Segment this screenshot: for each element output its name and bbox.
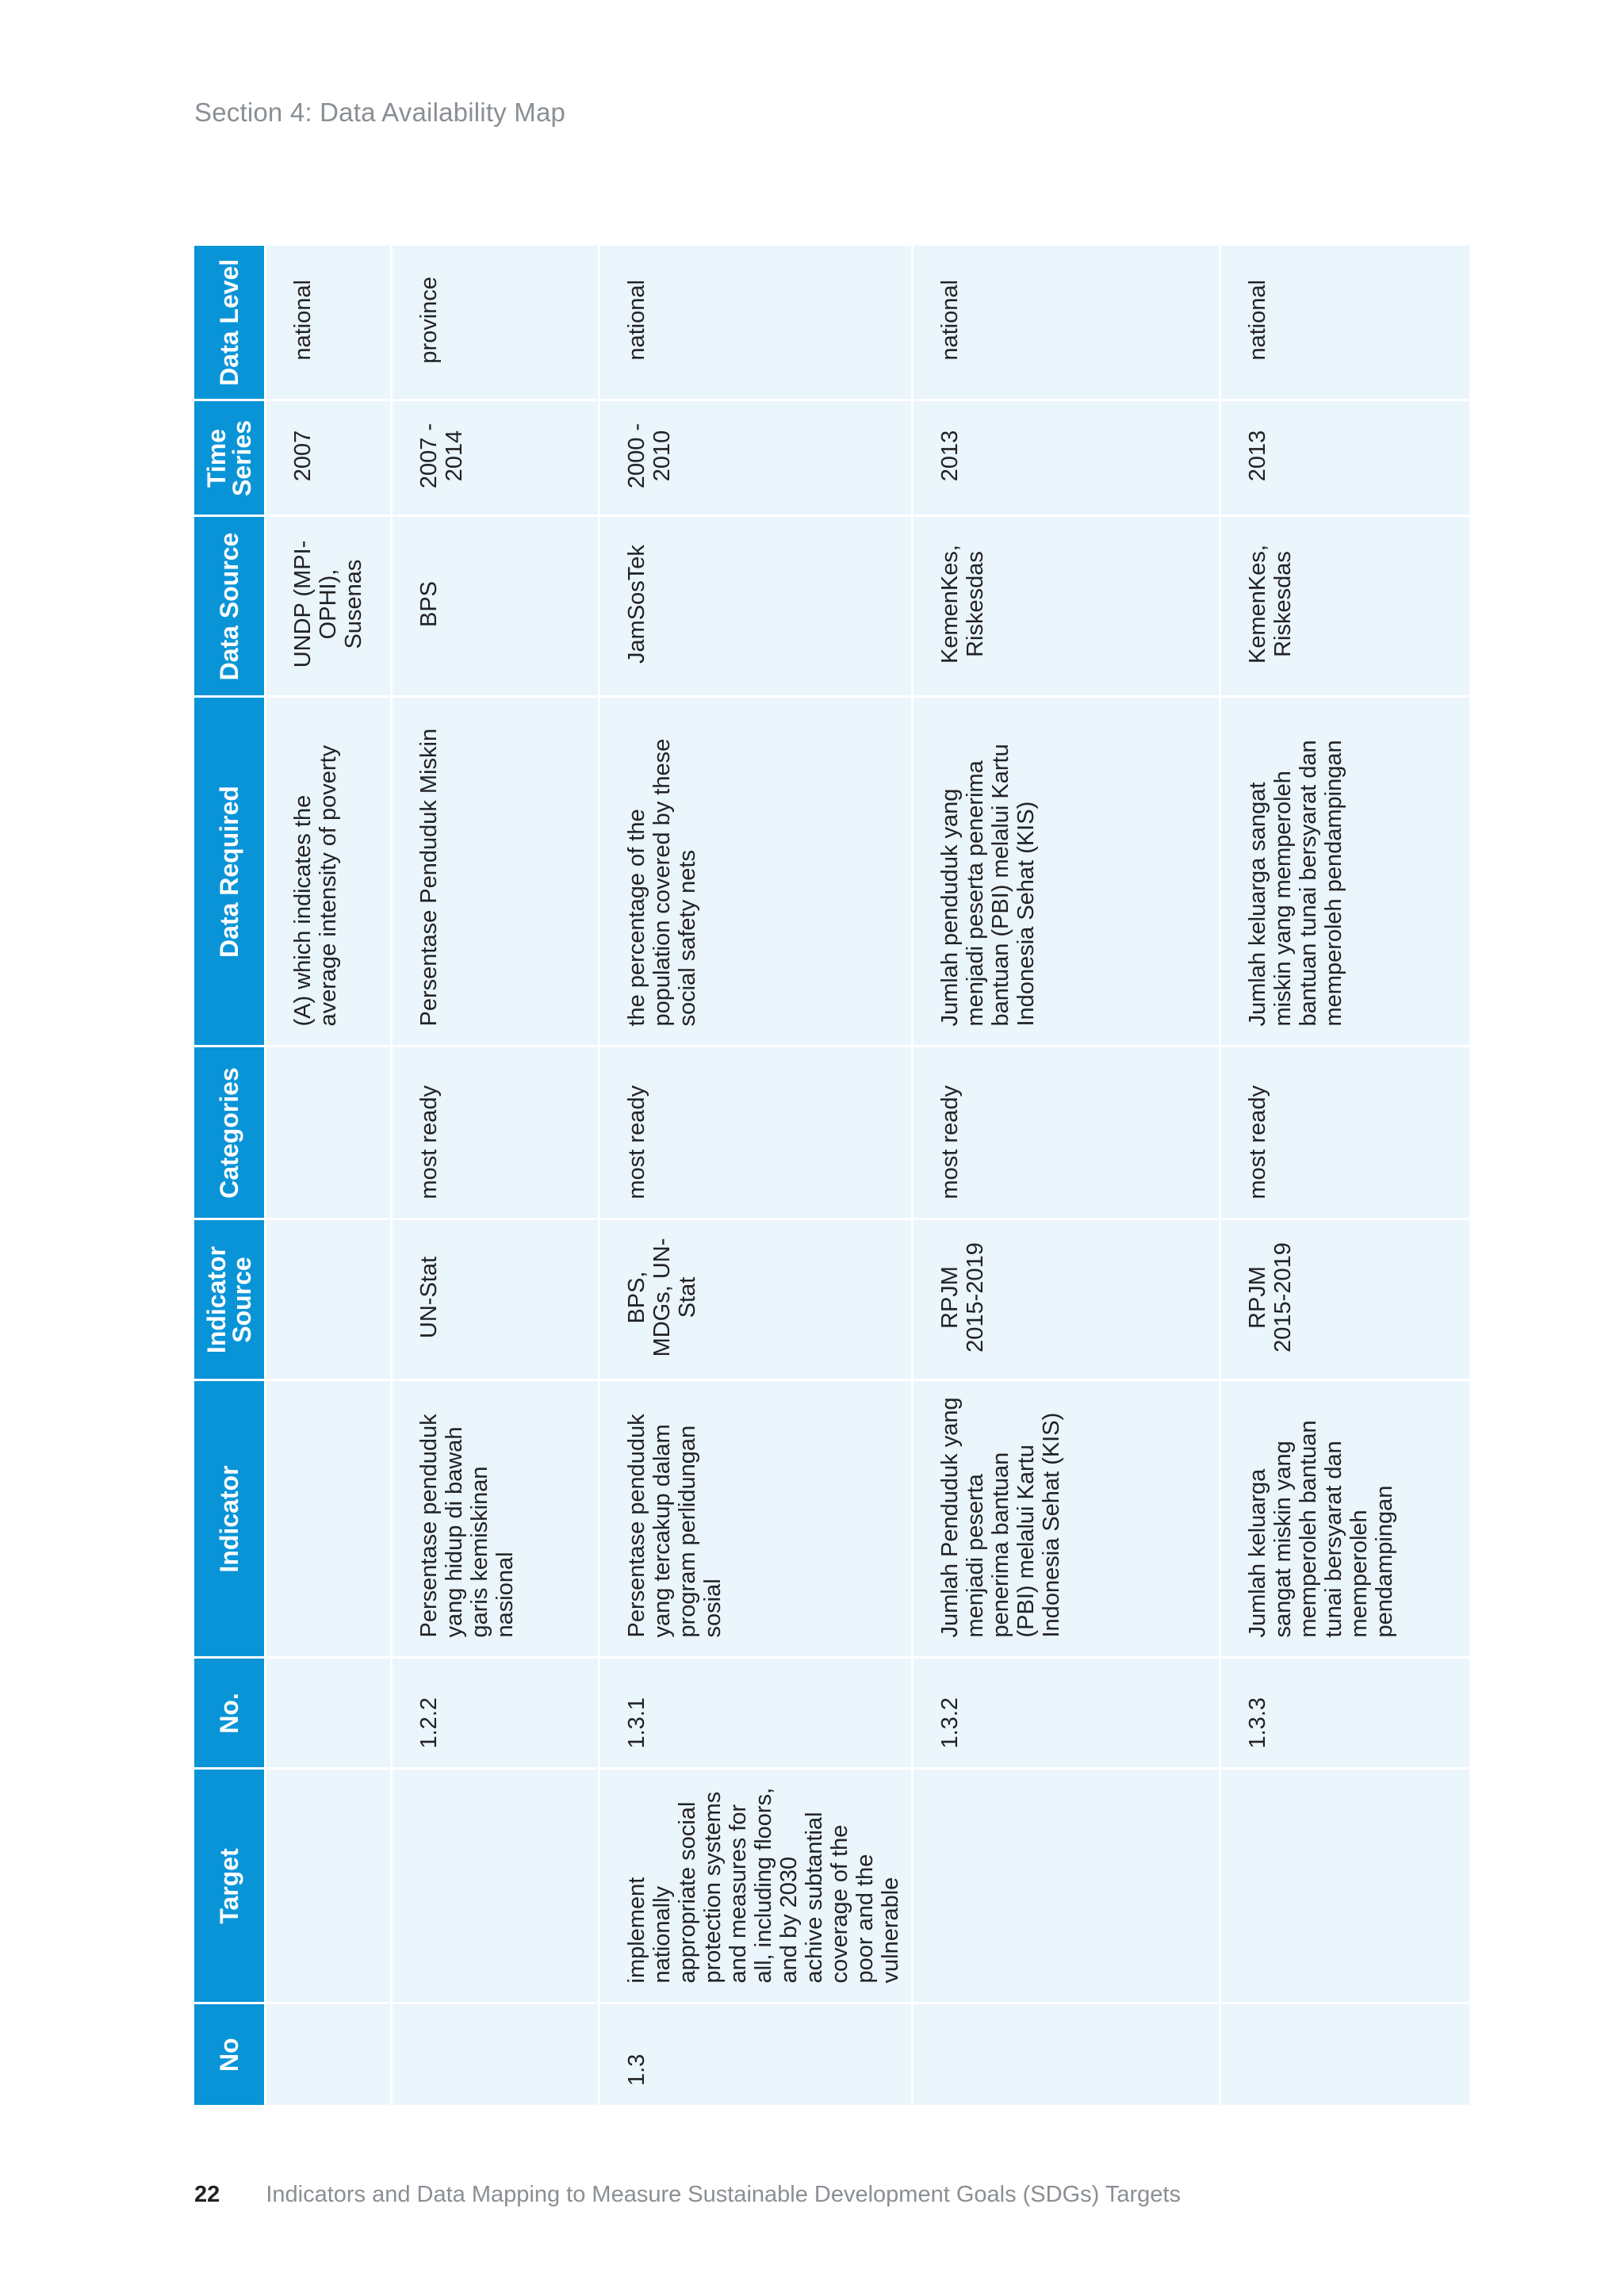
- cell-data-required: Persentase Penduduk Miskin: [392, 697, 599, 1047]
- cell-target: [1220, 1769, 1470, 2003]
- header-target: Target: [194, 1769, 266, 2003]
- header-indicator: Indicator: [194, 1380, 266, 1658]
- cell-data-level: national: [913, 246, 1220, 400]
- cell-data-source: BPS: [392, 516, 599, 697]
- cell-data-source: KemenKes, Riskesdas: [913, 516, 1220, 697]
- header-indicator-source: Indicator Source: [194, 1219, 266, 1380]
- cell-data-required: Jumlah penduduk yang menjadi peserta penerima bantuan (PBI) melalui Kartu Indonesia Sehat (KIS): [913, 697, 1220, 1047]
- cell-categories: most ready: [392, 1047, 599, 1219]
- cell-indicator-no: 1.3.1: [599, 1658, 913, 1769]
- rotated-table: [194, 246, 1469, 2105]
- data-availability-table: [194, 246, 1469, 2105]
- page-footer: [194, 2182, 1181, 2208]
- cell-indicator-source: UN-Stat: [392, 1219, 599, 1380]
- cell-data-required: (A) which indicates the average intensity of poverty: [266, 697, 392, 1047]
- cell-time-series: 2007: [266, 400, 392, 516]
- cell-target: [913, 1769, 1220, 2003]
- cell-indicator: Jumlah Penduduk yang menjadi peserta penerima bantuan (PBI) melalui Kartu Indonesia Sehat (KIS): [913, 1380, 1220, 1658]
- cell-categories: most ready: [913, 1047, 1220, 1219]
- header-indicator-no: No.: [194, 1658, 266, 1769]
- cell-data-level: national: [1220, 246, 1470, 400]
- cell-indicator-no: 1.2.2: [392, 1658, 599, 1769]
- cell-data-required: Jumlah keluarga sangat miskin yang memperoleh bantuan tunai bersyarat dan memperoleh pendampingan: [1220, 697, 1470, 1047]
- cell-data-level: national: [266, 246, 392, 400]
- cell-indicator-source: RPJM 2015-2019: [913, 1219, 1220, 1380]
- header-time-series: Time Series: [194, 400, 266, 516]
- footer-title: Indicators and Data Mapping to Measure Sustainable Development Goals (SDGs) Targets: [266, 2182, 1181, 2207]
- cell-indicator-no: [266, 1658, 392, 1769]
- cell-time-series: 2013: [1220, 400, 1470, 516]
- cell-data-source: KemenKes, Riskesdas: [1220, 516, 1470, 697]
- section-header: Section 4: Data Availability Map: [194, 98, 566, 127]
- table-row: [266, 246, 392, 2105]
- table-row: [913, 246, 1220, 2105]
- header-categories: Categories: [194, 1047, 266, 1219]
- data-availability-table-container: [194, 246, 1469, 2105]
- header-no: No: [194, 2003, 266, 2105]
- cell-indicator-no: 1.3.3: [1220, 1658, 1470, 1769]
- cell-categories: most ready: [1220, 1047, 1470, 1219]
- cell-data-level: province: [392, 246, 599, 400]
- cell-time-series: 2000 - 2010: [599, 400, 913, 516]
- cell-no: [266, 2003, 392, 2105]
- table-header-row: [194, 246, 266, 2105]
- cell-indicator: Jumlah keluarga sangat miskin yang memperoleh bantuan tunai bersyarat dan memperoleh pendampingan: [1220, 1380, 1470, 1658]
- cell-indicator-no: 1.3.2: [913, 1658, 1220, 1769]
- table-row: [599, 246, 913, 2105]
- cell-no: [913, 2003, 1220, 2105]
- cell-indicator: Persentase penduduk yang hidup di bawah garis kemiskinan nasional: [392, 1380, 599, 1658]
- cell-data-source: UNDP (MPI-OPHI), Susenas: [266, 516, 392, 697]
- cell-target: [392, 1769, 599, 2003]
- cell-indicator: Persentase penduduk yang tercakup dalam program perlidungan sosial: [599, 1380, 913, 1658]
- cell-time-series: 2013: [913, 400, 1220, 516]
- cell-target: implement nationally appropriate social protection systems and measures for all, including floors, and by 2030 achive subtantial coverage of the poor and the vulnerable: [599, 1769, 913, 2003]
- cell-categories: most ready: [599, 1047, 913, 1219]
- cell-indicator-source: RPJM 2015-2019: [1220, 1219, 1470, 1380]
- cell-indicator-source: BPS, MDGs, UN-Stat: [599, 1219, 913, 1380]
- header-data-level: Data Level: [194, 246, 266, 400]
- table-row: [392, 246, 599, 2105]
- cell-no: [392, 2003, 599, 2105]
- cell-time-series: 2007 - 2014: [392, 400, 599, 516]
- cell-data-source: JamSosTek: [599, 516, 913, 697]
- cell-no: [1220, 2003, 1470, 2105]
- page-number: 22: [194, 2182, 220, 2207]
- cell-indicator: [266, 1380, 392, 1658]
- cell-categories: [266, 1047, 392, 1219]
- header-data-source: Data Source: [194, 516, 266, 697]
- table-row: [1220, 246, 1470, 2105]
- cell-indicator-source: [266, 1219, 392, 1380]
- cell-data-required: the percentage of the population covered by these social safety nets: [599, 697, 913, 1047]
- cell-no: 1.3: [599, 2003, 913, 2105]
- cell-target: [266, 1769, 392, 2003]
- header-data-required: Data Required: [194, 697, 266, 1047]
- cell-data-level: national: [599, 246, 913, 400]
